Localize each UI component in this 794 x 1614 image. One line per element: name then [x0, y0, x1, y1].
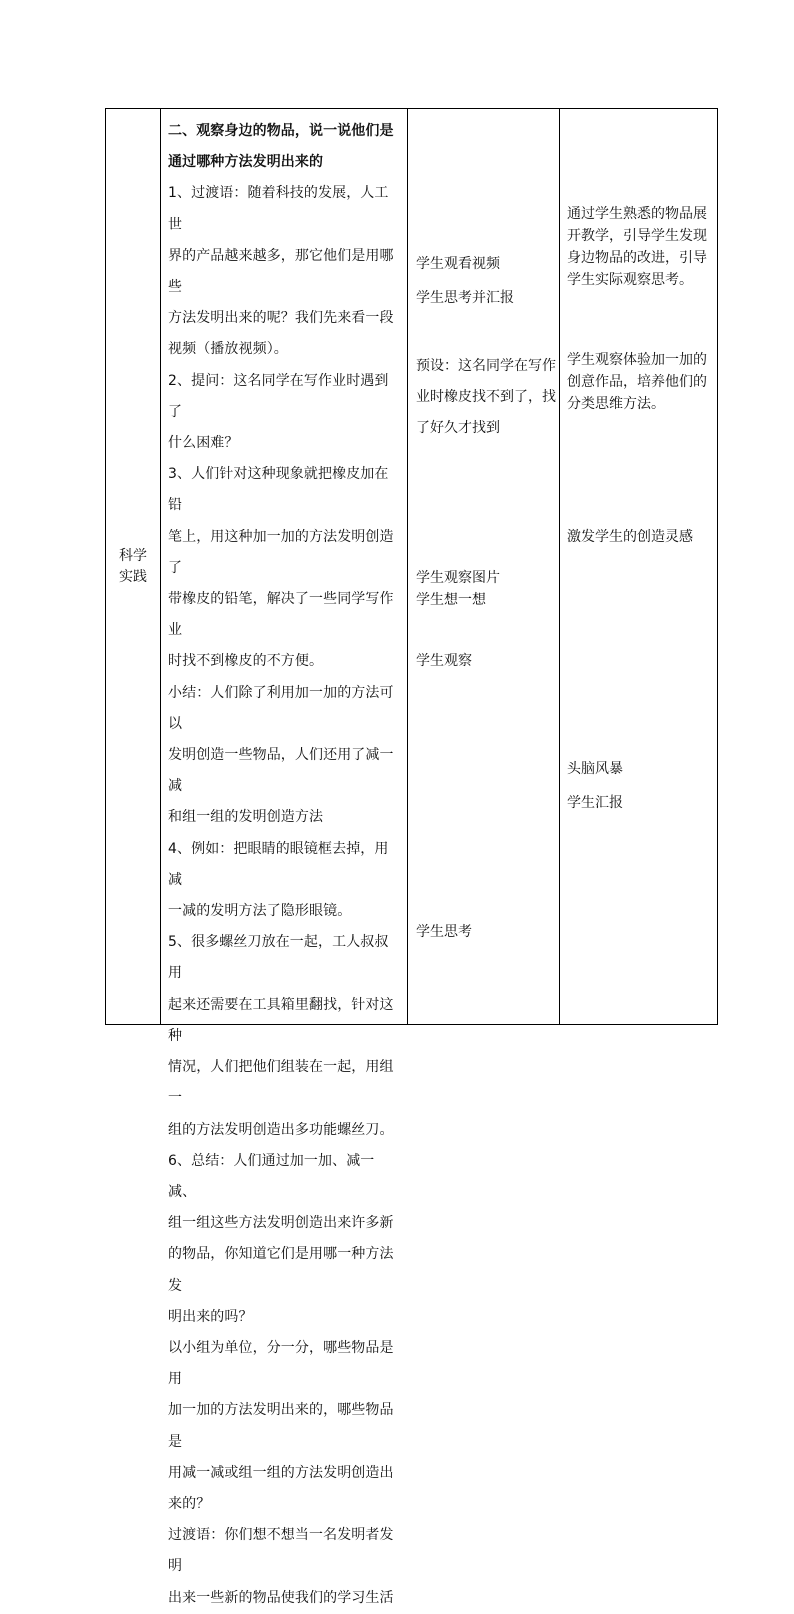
activity-preset [416, 351, 558, 444]
step-line: 2、提问：这名同学在写作业时遇到了 [168, 372, 389, 420]
step-line: 一减的发明方法了隐形眼镜。 [168, 903, 352, 920]
intent-line: 开教学，引导学生发现 [567, 228, 707, 244]
section-label-line: 实践 [119, 569, 147, 585]
section-label-line: 科学 [119, 548, 147, 564]
intent-familiar-items [567, 203, 717, 291]
step-line: 3、人们针对这种现象就把橡皮加在铅 [168, 466, 389, 514]
step-line: 什么困难？ [168, 435, 239, 452]
step-line: 组一组这些方法发明创造出来许多新 [168, 1215, 394, 1232]
step-line: 小结：人们除了利用加一加的方法可以 [168, 684, 394, 732]
teaching-steps-cell [160, 109, 407, 1606]
step-line: 时找不到橡皮的不方便。 [168, 653, 324, 670]
section-label [106, 546, 160, 588]
activity-observe-pictures: 学生观察图片 [416, 570, 500, 586]
activity-think-report: 学生思考并汇报 [416, 290, 514, 306]
intent-line: 通过学生熟悉的物品展 [567, 206, 707, 222]
step-line: 界的产品越来越多，那它他们是用哪些 [168, 247, 394, 296]
step-line: 带橡皮的铅笔，解决了一些同学写作业 [168, 591, 394, 639]
step-line: 过渡语：你们想不想当一名发明者发明 [168, 1527, 394, 1575]
activity-think: 学生思考 [416, 924, 472, 940]
step-line: 发明创造一些物品，人们还用了减一减 [168, 747, 394, 795]
step-line: 明出来的吗？ [168, 1308, 253, 1325]
step-line: 以小组为单位，分一分，哪些物品是用 [168, 1339, 394, 1388]
intent-line: 学生观察体验加一加的 [567, 352, 707, 368]
step-line: 视频（播放视频）。 [168, 341, 288, 358]
intent-classification [567, 349, 717, 415]
student-activity-cell [407, 109, 559, 1024]
section-heading: 二、观察身边的物品，说一说他们是 [168, 123, 394, 139]
activity-preset-line: 业时橡皮找不到了，找 [416, 389, 556, 405]
step-line: 4、例如：把眼睛的眼镜框去掉，用减 [168, 840, 389, 888]
activity-watch-video: 学生观看视频 [416, 256, 500, 272]
step-line: 起来还需要在工具箱里翻找，针对这种 [168, 996, 394, 1044]
step-line: 来的？ [168, 1495, 211, 1512]
intent-brainstorm: 头脑风暴 [567, 761, 623, 777]
section-label-cell [106, 109, 160, 1024]
step-line: 笔上，用这种加一加的方法发明创造了 [168, 528, 394, 576]
intent-report: 学生汇报 [567, 795, 623, 811]
design-intent-cell [559, 109, 719, 1024]
step-line: 出来一些新的物品使我们的学习生活 [168, 1589, 394, 1606]
intent-line: 学生实际观察思考。 [567, 272, 693, 288]
step-line: 的物品，你知道它们是用哪一种方法发 [168, 1246, 394, 1294]
step-line: 5、很多螺丝刀放在一起，工人叔叔用 [168, 934, 389, 982]
step-line: 加一加的方法发明出来的，哪些物品是 [168, 1402, 394, 1450]
step-line: 用减一减或组一组的方法发明创造出 [168, 1464, 394, 1481]
intent-line: 创意作品，培养他们的 [567, 374, 707, 390]
activity-preset-line: 了好久才找到 [416, 420, 500, 436]
step-line: 方法发明出来的呢？我们先来看一段 [168, 310, 394, 327]
step-line: 1、过渡语：随着科技的发展，人工世 [168, 185, 389, 233]
intent-line: 分类思维方法。 [567, 396, 665, 412]
step-line: 和组一组的发明创造方法 [168, 809, 324, 826]
intent-line: 身边物品的改进，引导 [567, 250, 707, 266]
step-line: 情况，人们把他们组装在一起，用组一 [168, 1059, 394, 1107]
step-line: 组的方法发明创造出多功能螺丝刀。 [168, 1121, 394, 1138]
intent-inspiration: 激发学生的创造灵感 [567, 529, 693, 545]
activity-think-about: 学生想一想 [416, 592, 486, 608]
activity-preset-line: 预设：这名同学在写作 [416, 358, 556, 374]
step-line: 6、总结：人们通过加一加、减一减、 [168, 1152, 375, 1200]
activity-observe: 学生观察 [416, 653, 472, 669]
section-heading: 通过哪种方法发明出来的 [168, 154, 324, 171]
lesson-plan-table [105, 108, 718, 1606]
